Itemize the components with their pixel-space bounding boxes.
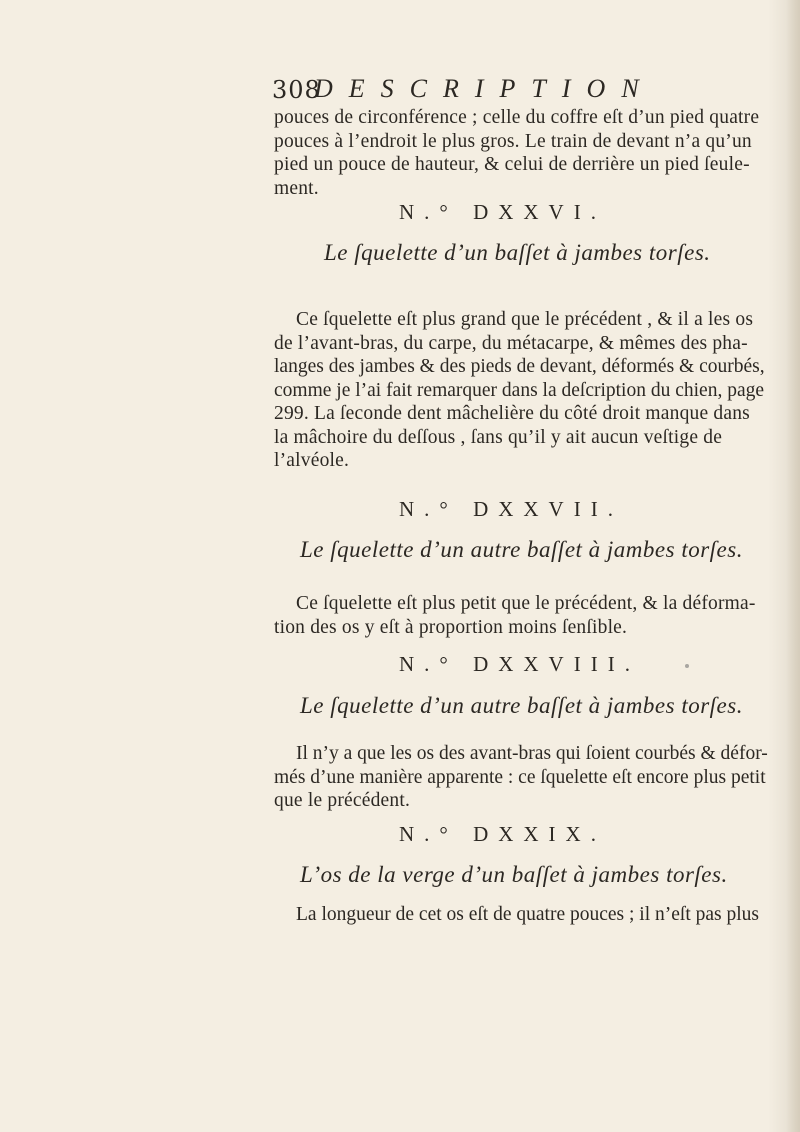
page-number: 308	[272, 76, 321, 104]
text-line: de l’avant-bras, du carpe, du métacarpe, & mêmes des pha-	[274, 332, 748, 354]
text-line: 299. La ſeconde dent mâchelière du côté droit manque dans	[274, 403, 750, 424]
ink-speck	[685, 664, 689, 668]
entry-title: Le ſquelette d’un autre baſſet à jambes torſes.	[300, 693, 743, 718]
entry-paragraph	[274, 903, 770, 927]
page-edge-shadow	[786, 0, 800, 1132]
text-line: ment.	[274, 177, 319, 199]
entry-title: Le ſquelette d’un autre baſſet à jambes torſes.	[300, 537, 743, 562]
entry-paragraph	[274, 308, 770, 473]
entry-title: Le ſquelette d’un baſſet à jambes torſes.	[324, 240, 711, 265]
text-line: langes des jambes & des pieds de devant, déformés & courbés,	[274, 356, 765, 377]
text-line: Ce ſquelette eſt plus petit que le précédent, & la déforma-	[296, 593, 756, 614]
entry-number: N.° DXXVI.	[399, 200, 606, 224]
entry-number: N.° DXXVIII.	[399, 652, 640, 676]
text-line: la mâchoire du deſſous , ſans qu’il y ait aucun veſtige de	[274, 426, 723, 448]
text-line: comme je l’ai fait remarquer dans la deſcription du chien, page	[274, 379, 765, 401]
text-line: Il n’y a que les os des avant-bras qui ſoient courbés & défor-	[296, 743, 768, 764]
text-line: que le précédent.	[274, 790, 411, 811]
entry-paragraph	[274, 742, 770, 813]
text-line: La longueur de cet os eſt de quatre pouces ; il n’eſt pas plus	[296, 904, 759, 925]
text-line: pied un pouce de hauteur, & celui de derrière un pied ſeule-	[274, 154, 750, 175]
text-line: més d’une manière apparente : ce ſquelette eſt encore plus petit	[274, 766, 766, 788]
entry-number: N.° DXXIX.	[399, 822, 606, 846]
running-head: DESCRIPTION	[314, 74, 655, 103]
text-line: l’alvéole.	[274, 450, 350, 471]
text-line: tion des os y eſt à proportion moins ſenſible.	[274, 616, 628, 638]
intro-paragraph	[274, 106, 770, 200]
text-line: pouces de circonférence ; celle du coffre eſt d’un pied quatre	[274, 107, 760, 128]
entry-number: N.° DXXVII.	[399, 497, 623, 521]
text-line: pouces à l’endroit le plus gros. Le train de devant n’a qu’un	[274, 130, 752, 152]
entry-title: L’os de la verge d’un baſſet à jambes torſes.	[300, 862, 728, 887]
text-line: Ce ſquelette eſt plus grand que le précédent , & il a les os	[296, 309, 754, 330]
entry-paragraph	[274, 592, 770, 639]
